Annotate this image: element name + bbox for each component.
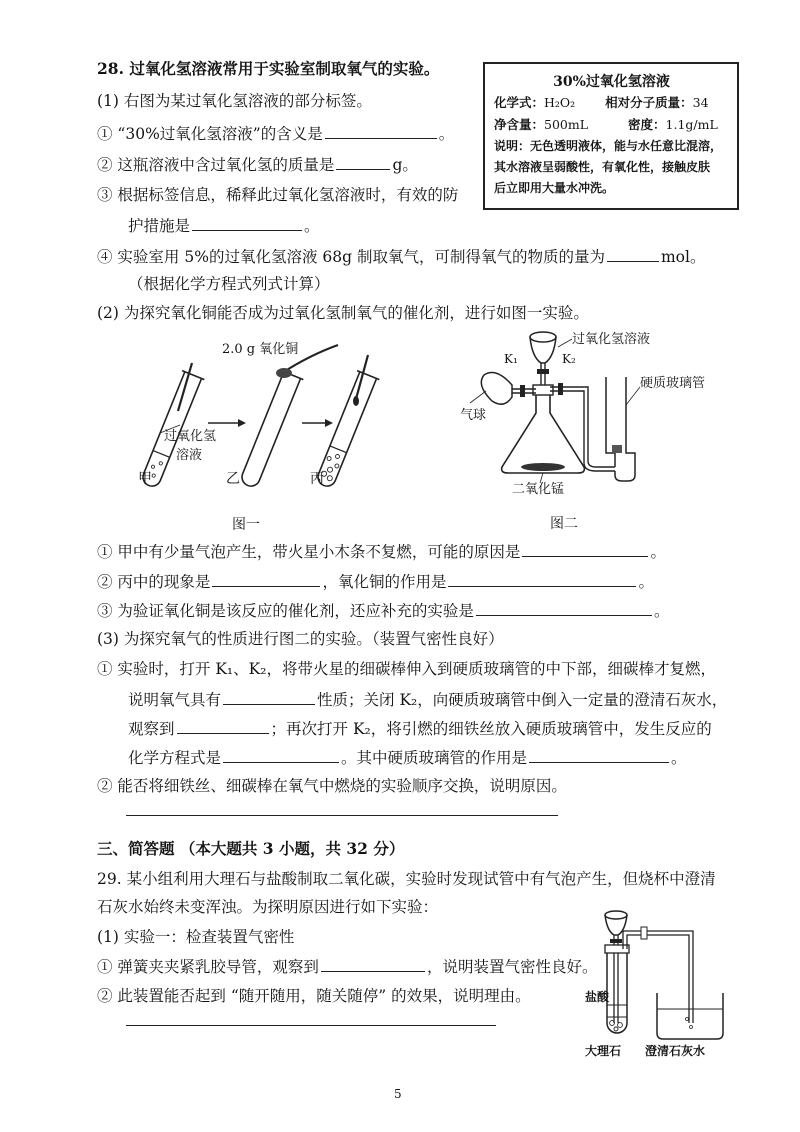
q28-3-1d: [128, 746, 687, 769]
q28-1-4c: （根据化学方程式列式计算）: [128, 275, 330, 293]
q28-part3: (3) 为探究氧气的性质进行图二的实验。（装置气密性良好）: [97, 630, 504, 648]
q28-2-3-end: 。: [653, 602, 670, 620]
q28-3-1-end: 。: [671, 749, 687, 767]
h2o2-solution-label: 过氧化氢溶液: [572, 332, 651, 347]
q28-2-2-end: 。: [638, 573, 654, 591]
cuo-label: 2.0 g 氧化铜: [222, 342, 299, 357]
q28-3-1a: ① 实验时，打开 K₁、K₂，将带火星的细碳棒伸入到硬质玻璃管的中下部，细碳棒才复燃，: [97, 660, 716, 678]
glass-tube-label: 硬质玻璃管: [640, 376, 706, 391]
mno2-label: 二氧化锰: [512, 482, 565, 497]
molar-mass-value: 34: [692, 95, 709, 110]
q29-title-2: 石灰水始终未变浑浊。为探明原因进行如下实验：: [97, 898, 439, 916]
answer-blank[interactable]: [476, 599, 652, 616]
q28-3-1-text1: 说明氧气具有: [128, 691, 222, 709]
answer-line[interactable]: [126, 815, 558, 816]
q28-1-4-text: ④ 实验室用 5%的过氧化氢溶液 68g 制取氧气，可制得氧气的物质的量为: [97, 248, 605, 266]
q28-1-3a: ③ 根据标签信息，稀释此过氧化氢溶液时，有效的防: [97, 186, 459, 204]
density-value: 1.1g/mL: [665, 117, 718, 132]
formula-key: 化学式：: [494, 95, 545, 110]
answer-blank[interactable]: [192, 214, 302, 231]
label-desc-2: 其水溶液呈弱酸性，有氧化性，接触皮肤: [494, 160, 711, 174]
figure-2-caption: 图二: [550, 516, 578, 532]
label-jia: 甲: [138, 471, 152, 487]
molar-mass-key: 相对分子质量：: [605, 95, 693, 110]
q28-1-1-end: 。: [438, 125, 455, 143]
q28-3-1-text2: 性质；关闭 K₂，向硬质玻璃管中倒入一定量的澄清石灰水，: [317, 691, 728, 709]
label-desc-1: 说明：无色透明液体，能与水任意比混溶，: [494, 139, 723, 153]
label-row-2: [494, 114, 729, 136]
h2o2-label-2: 溶液: [176, 448, 203, 463]
q28-2-2: [97, 570, 654, 593]
q28-1-2-end: g。: [392, 156, 418, 174]
q28-2-1-end: 。: [650, 543, 666, 561]
label-row-1: [494, 92, 729, 114]
q29-1-1-text: ① 弹簧夹夹紧乳胶导管，观察到: [97, 958, 319, 976]
hcl-label: 盐酸: [585, 990, 610, 1004]
q28-1-1: [97, 122, 454, 145]
answer-blank[interactable]: [321, 955, 425, 972]
reagent-label: [483, 62, 739, 210]
q28-1-1-text: ① “30%过氧化氢溶液”的含义是: [97, 125, 323, 143]
separatory-funnel: [530, 332, 556, 393]
label-bing: 丙: [310, 471, 324, 487]
q28-3-1c: [128, 717, 712, 740]
arrow-icon: [302, 419, 333, 427]
label-desc-3: 后立即用大量水冲洗。: [494, 181, 615, 195]
hard-glass-tube: [606, 377, 640, 481]
q28-3-2: ② 能否将细铁丝、细碳棒在氧气中燃烧的实验顺序交换，说明原因。: [97, 777, 567, 795]
q28-1-3-text: 护措施是: [128, 217, 191, 235]
label-title: 30%过氧化氢溶液: [553, 74, 670, 90]
answer-blank[interactable]: [177, 717, 269, 734]
q28-3-1-text4: ；再次打开 K₂，将引燃的细铁丝放入硬质玻璃管中，发生反应的: [270, 720, 712, 738]
figure-q29: [583, 905, 728, 1060]
q28-1-3b: [128, 214, 320, 237]
arrow-icon: [208, 419, 246, 427]
section-heading: 三、简答题 （本大题共 3 小题，共 32 分）: [97, 839, 405, 858]
density-key: 密度：: [628, 117, 666, 132]
q29-1-2: ② 此装置能否起到 “随开随用，随关随停” 的效果，说明理由。: [97, 987, 531, 1005]
net-content-value: 500mL: [544, 117, 589, 132]
figure-2: [440, 325, 730, 535]
answer-blank[interactable]: [607, 245, 659, 262]
q29-1-1-end: ，说明装置气密性良好。: [426, 958, 598, 976]
net-content-key: 净含量：: [494, 117, 545, 132]
q28-2-2-mid: ，氧化铜的作用是: [322, 573, 447, 591]
formula-value: H₂O₂: [544, 95, 576, 110]
q28-3-1-text6: 。其中硬质玻璃管的作用是: [341, 749, 528, 767]
q29-1-1: [97, 955, 597, 978]
q28-2-1: [97, 540, 666, 563]
k2-label: K₂: [562, 352, 576, 366]
q29-title-1: 29. 某小组利用大理石与盐酸制取二氧化碳，实验时发现试管中有气泡产生，但烧杯中澄清: [97, 870, 716, 888]
answer-blank[interactable]: [223, 688, 315, 705]
test-tube: [605, 945, 629, 1033]
q29-part1: (1) 实验一：检查装置气密性: [97, 928, 295, 946]
beaker: [657, 993, 723, 1039]
q28-3-1-text3: 观察到: [128, 720, 175, 738]
q28-part2: (2) 为探究氧化铜能否成为过氧化氢制氧气的催化剂，进行如图一实验。: [97, 304, 589, 322]
q28-1-3-end: 。: [304, 217, 320, 235]
q28-1-4-end: mol。: [660, 248, 706, 266]
answer-blank[interactable]: [529, 746, 669, 763]
q28-2-1-text: ① 甲中有少量气泡产生，带火星小木条不复燃，可能的原因是: [97, 543, 521, 561]
figure-1: [120, 335, 380, 535]
limewater-label: 澄清石灰水: [645, 1044, 706, 1058]
answer-blank[interactable]: [448, 570, 636, 587]
q28-1-2: [97, 153, 418, 176]
k1-label: K₁: [504, 352, 518, 366]
answer-blank[interactable]: [336, 153, 390, 170]
balloon-label: 气球: [460, 408, 487, 423]
answer-blank[interactable]: [212, 570, 320, 587]
q28-title: 28. 过氧化氢溶液常用于实验室制取氧气的实验。: [97, 59, 440, 78]
q28-3-1b: [128, 688, 727, 711]
figure-1-caption: 图一: [232, 517, 260, 533]
label-yi: 乙: [226, 471, 240, 487]
answer-line[interactable]: [126, 1025, 496, 1026]
test-tube-yi: [237, 345, 338, 490]
answer-blank[interactable]: [223, 746, 339, 763]
q28-2-2-text: ② 丙中的现象是: [97, 573, 211, 591]
q28-1-2-text: ② 这瓶溶液中含过氧化氢的质量是: [97, 156, 335, 174]
answer-blank[interactable]: [325, 122, 437, 139]
page-number: 5: [394, 1087, 402, 1101]
q28-1-4a: [97, 245, 705, 268]
q28-2-3-text: ③ 为验证氧化铜是该反应的催化剂，还应补充的实验是: [97, 602, 474, 620]
q28-2-3: [97, 599, 669, 622]
h2o2-label-1: 过氧化氢: [164, 429, 217, 444]
balloon: [470, 373, 536, 405]
q28-3-1-text5: 化学方程式是: [128, 749, 222, 767]
q28-part1: (1) 右图为某过氧化氢溶液的部分标签。: [97, 92, 372, 110]
marble-label: 大理石: [585, 1044, 622, 1058]
answer-blank[interactable]: [522, 540, 648, 557]
conical-flask: [502, 385, 585, 483]
funnel: [605, 911, 627, 1023]
